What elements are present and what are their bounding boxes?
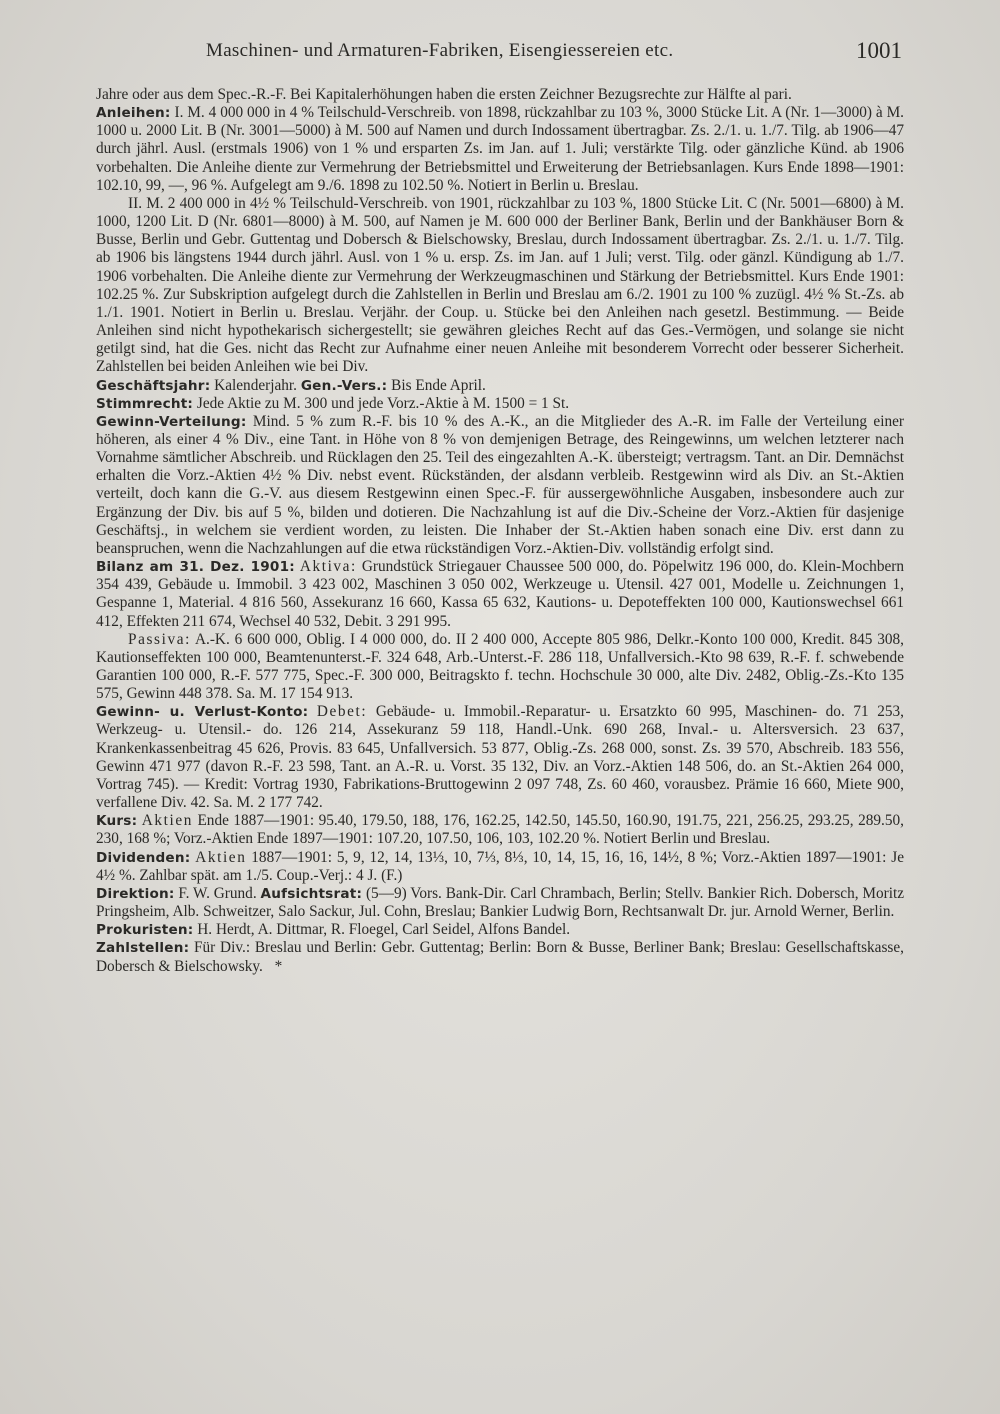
- section-label: Gewinn-Verteilung:: [96, 413, 247, 430]
- paragraph-text: F. W. Grund.: [178, 884, 257, 902]
- spaced-label: Aktiva:: [299, 558, 357, 576]
- section-label: Anleihen:: [96, 105, 171, 122]
- spaced-label: Debet:: [316, 703, 368, 721]
- paragraph-prokuristen: [96, 921, 904, 939]
- section-label: Dividenden:: [96, 849, 191, 866]
- paragraph-text: Jahre oder aus dem Spec.-R.-F. Bei Kapitalerhöhungen haben die ersten Zeichner Bezugsrechte zur Hälfte al pari.: [96, 86, 792, 103]
- paragraph-bilanz-aktiva: [96, 558, 904, 631]
- paragraph-text: 1887—1901: 5, 9, 12, 14, 13⅓, 10, 7⅓, 8⅓, 10, 14, 15, 16, 16, 14½, 8 %; Vorz.-Aktien 1897—1901: Je 4½ %. Zahlbar spät. am 1./5. Coup.-Verj.: 4 J. (F.): [96, 848, 904, 884]
- paragraph-anleihen: [96, 104, 904, 195]
- paragraph-bezugsrechte: [96, 86, 904, 104]
- paragraph-text-secondary: (5—9) Vors. Bank-Dir. Carl Chrambach, Berlin; Stellv. Bankier Rich. Dobersch, Moritz Pringsheim, Alb. Schweitzer, Salo Sackur, Jul. Cohn, Breslau; Bankier Ludwig Born, Rechtsanwalt Dr. jur. Arnold Werner, Berlin.: [96, 884, 905, 921]
- end-mark: *: [274, 957, 283, 975]
- paragraph-text: H. Herdt, A. Dittmar, R. Floegel, Carl Seidel, Alfons Bandel.: [197, 921, 571, 939]
- paragraph-text: A.-K. 6 600 000, Oblig. I 4 000 000, do. II 2 400 000, Accepte 805 986, Delkr.-Konto 100 000, Kredit. 845 308, Kautionseffekten 100 000, Beamtenunterst.-F. 324 648, Arb.-Unterst.-F. 286 118, Unfallversich.-Kto 98 639, R.-F. f. schwebende Garantien 100 000, R.-F. 577 775, Spec.-F. 300 000, Beitragskto f. techn. Hochschule 30 000, alte Div. 2482, Oblig.-Zs.-Kto 135 575, Gewinn 448 378. Sa. M. 17 154 913.: [96, 630, 904, 703]
- section-label: Stimmrecht:: [96, 395, 194, 412]
- paragraph-bilanz-passiva: [96, 631, 904, 704]
- paragraph-gewinn-verlust: [96, 703, 904, 812]
- section-label: Zahlstellen:: [96, 940, 190, 957]
- spaced-label: Aktien: [141, 812, 193, 830]
- header-title: Maschinen- und Armaturen-Fabriken, Eisengiessereien etc.: [206, 40, 674, 61]
- paragraph-zahlstellen: [96, 939, 904, 975]
- section-label: Geschäftsjahr:: [96, 377, 211, 394]
- paragraph-text-secondary: Bis Ende April.: [391, 376, 486, 394]
- paragraph-text: Jede Aktie zu M. 300 und jede Vorz.-Aktie à M. 1500 = 1 St.: [196, 394, 570, 412]
- section-label: Prokuristen:: [96, 922, 194, 939]
- spaced-label: Passiva:: [128, 630, 191, 648]
- paragraph-text: II. M. 2 400 000 in 4½ % Teilschuld-Verschreib. von 1901, rückzahlbar zu 103 %, 1800 Stücke Lit. C (Nr. 5001—6800) à M. 1000, 1200 Lit. D (Nr. 6801—8000) à M. 500, auf Namen je M. 600 000 der Berliner Bank, Berlin und der Bankhäuser Born & Busse, Berlin und Gebr. Guttentag und Dobersch & Bielschowsky, Breslau, durch Indossament übertragbar. Zs. 2./1. u. 1./7. Tilg. ab 1906 bis längstens 1944 durch jährl. Ausl. von 1 % u. ersp. Zs. im Jan. auf 1 Juli; verst. Tilg. oder gänzl. Kündigung ab 1./7. 1906 vorbehalten. Die Anleihe diente zur Vermehrung der Werkzeugmaschinen und Stärkung der Betriebsmittel. Kurs Ende 1901: 102.25 %. Zur Subskription aufgelegt durch die Zahlstellen in Berlin und Breslau am 6./2. 1901 zu 100 % zuzügl. 4½ % St.-Zs. ab 1./1. 1901. Notiert in Berlin u. Breslau. Verjähr. der Coup. u. Stücke bei den Anleihen nach gesetzl. Bestimmung. — Beide Anleihen sind nicht hypothekarisch sichergestellt; sie gewähren gleiches Recht auf das Ges.-Vermögen, und solange sie nicht getilgt sind, hat die Ges. nicht das Recht zur Aufnahme einer neuen Anleihe mit besonderem Vorrecht oder besserer Sicherheit. Zahlstellen bei beiden Anleihen wie bei Div.: [96, 194, 904, 376]
- running-header: [96, 38, 904, 68]
- paragraph-text: Ende 1887—1901: 95.40, 179.50, 188, 176, 162.25, 142.50, 145.50, 160.90, 191.75, 221, 256.25, 293.25, 289.50, 230, 168 %; Vorz.-Aktien Ende 1897—1901: 107.20, 107.50, 106, 103, 102.20 %. Notiert Berlin und Breslau.: [96, 812, 905, 848]
- paragraph-direktion: [96, 885, 904, 921]
- spaced-label: Aktien: [195, 848, 247, 866]
- paragraph-kurs: [96, 812, 904, 848]
- section-label-secondary: Aufsichtsrat:: [260, 885, 363, 902]
- paragraph-geschaeftsjahr: [96, 377, 904, 395]
- section-label-secondary: Gen.-Vers.:: [300, 377, 388, 394]
- paragraph-text: Für Div.: Breslau und Berlin: Gebr. Guttentag; Berlin: Born & Busse, Berliner Bank; Breslau: Gesellschaftskasse, Dobersch & Bielschowsky.: [96, 939, 904, 975]
- paragraph-text: Gebäude- u. Immobil.-Reparatur- u. Ersatzkto 60 995, Maschinen- do. 71 253, Werkzeug- u. Utensil.- do. 126 214, Assekuranz 59 118, Handl.-Unk. 690 268, Inval.- u. Altersversich. 23 637, Krankenkassenbeitrag 45 626, Provis. 83 645, Unfallversich. 53 877, Oblig.-Zs. 268 000, sonst. Zs. 39 570, Abschreib. 183 556, Gewinn 471 977 (davon R.-F. 23 598, Tant. an A.-R. u. Vorst. 35 132, Div. an Vorz.-Aktien 148 506, do. an St.-Aktien 264 000, Vortrag 745). — Kredit: Vortrag 1930, Fabrikations-Bruttogewinn 2 097 748, Zs. 60 460, vorausbez. Prämie 16 660, Miete 900, verfallene Div. 42. Sa. M. 2 177 742.: [96, 703, 905, 812]
- paragraph-text: I. M. 4 000 000 in 4 % Teilschuld-Verschreib. von 1898, rückzahlbar zu 103 %, 3000 Stücke Lit. A (Nr. 1—3000) à M. 1000 u. 2000 Lit. B (Nr. 3001—5000) à M. 500 auf Namen und durch Indossament übertragbar. Zs. 2./1. u. 1./7. Tilg. ab 1906—47 durch jährl. Ausl. (erstmals 1906) von 1 % und ersparten Zs. im Jan. auf 1. Juli; verstärkte Tilg. oder gänzliche Künd. ab 1906 vorbehalten. Die Anleihe diente zur Vermehrung der Betriebsmittel und Erweiterung der Betriebsanlagen. Kurs Ende 1898—1901: 102.10, 99, —, 96 %. Aufgelegt am 9./6. 1898 zu 102.50 %. Notiert in Berlin u. Breslau.: [96, 104, 904, 194]
- section-label: Kurs:: [96, 813, 138, 830]
- paragraph-gewinn-verteilung: [96, 413, 904, 558]
- paragraph-text: Grundstück Striegauer Chaussee 500 000, do. Pöpelwitz 196 000, do. Klein-Mochbern 354 439, Gebäude u. Immobil. 3 423 002, Maschinen 3 050 002, Werkzeuge u. Utensil. 427 001, Modelle u. Zeichnungen 1, Gespanne 1, Material. 4 816 560, Assekuranz 16 660, Kassa 65 632, Kautions- u. Depoteffekten 100 000, Kautionswechsel 661 412, Effekten 211 674, Wechsel 40 532, Debit. 3 291 995.: [96, 558, 904, 630]
- page-number: 1001: [856, 38, 902, 63]
- paragraph-stimmrecht: [96, 395, 904, 413]
- document-body: [96, 86, 904, 976]
- paragraph-anleihe-ii: [96, 195, 904, 377]
- paragraph-text: Mind. 5 % zum R.-F. bis 10 % des A.-K., an die Mitglieder des A.-R. im Falle der Verteilung einer höheren, als einer 4 % Div., eine Tant. in Höhe von 8 % von demjenigen Betrage, des Reingewinns, um welchen letzterer nach Vornahme sämtlicher Abschreib. und Rücklagen den 25. Teil des eingezahlten A.-K. übersteigt; vertragsm. Tant. an Dir. Demnächst erhalten die Vorz.-Aktien 4½ % Div. nebst event. Rückständen, der alsdann verbleib. Restgewinn wird als Div. an St.-Aktien verteilt, doch kann die G.-V. aus diesem Restgewinn einen Spec.-F. für aussergewöhnliche Ausgaben, insbesondere auch zur Ergänzung der Div. bis auf 5 %, bilden und dotieren. Die Nachzahlung ist auf die Div.-Scheine der Vorz.-Aktien für dasjenige Geschäftsj., in welchem sie verdient worden, zu leisten. Die Inhaber der St.-Aktien haben sonach eine Div. erst dann zu beanspruchen, wenn die Nachzahlungen auf die etwa rückständigen Vorz.-Aktien-Div. vollständig erfolgt sind.: [96, 412, 905, 557]
- section-label: Gewinn- u. Verlust-Konto:: [96, 704, 309, 721]
- section-label: Direktion:: [96, 885, 175, 902]
- paragraph-dividenden: [96, 849, 904, 885]
- paragraph-text: Kalenderjahr.: [214, 376, 297, 394]
- section-label: Bilanz am 31. Dez. 1901:: [96, 559, 295, 576]
